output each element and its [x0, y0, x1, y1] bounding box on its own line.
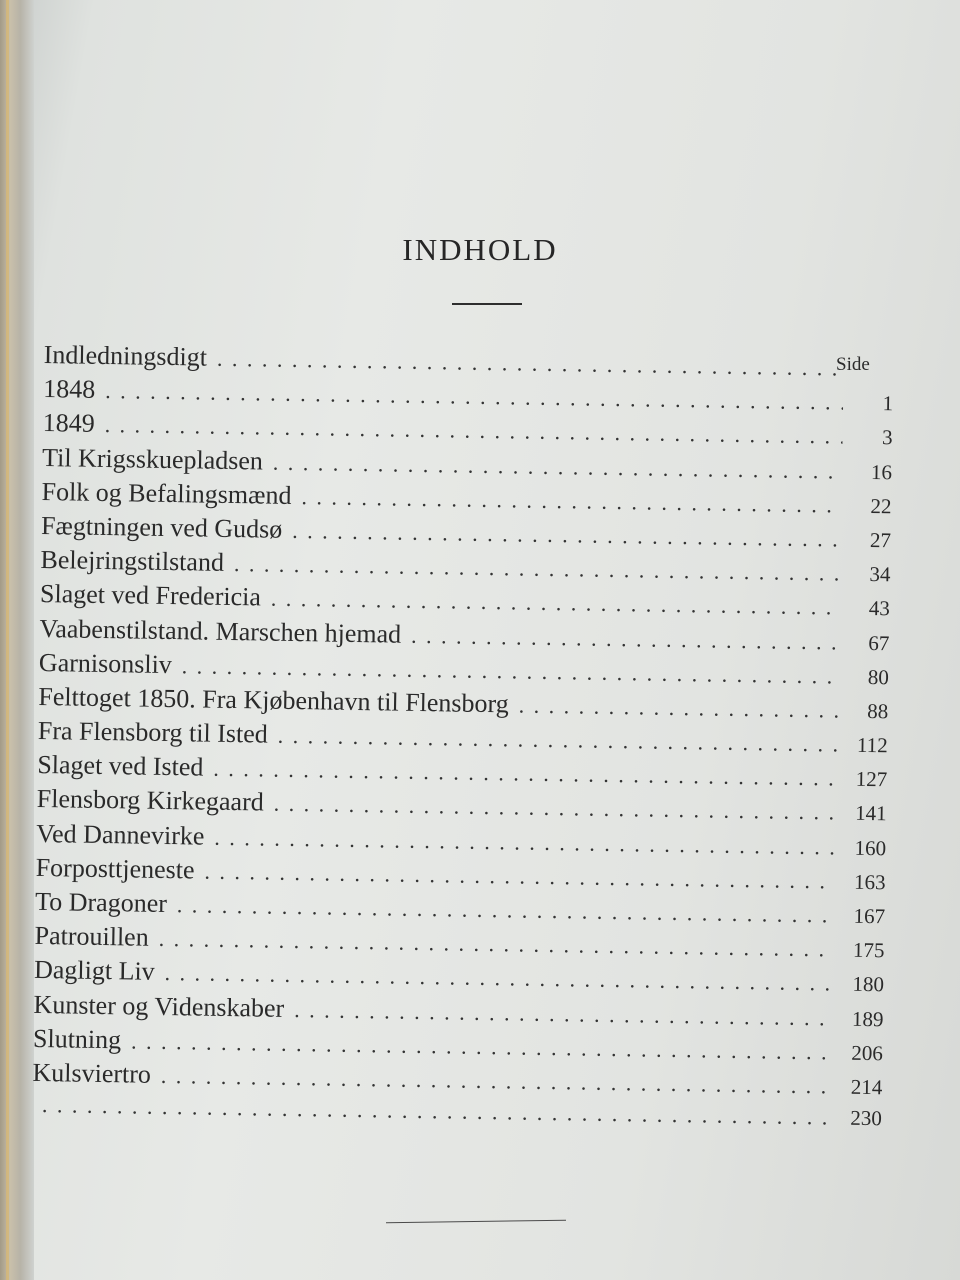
toc-entry-title: Flensborg Kirkegaard	[36, 784, 264, 817]
dot-leader	[294, 997, 834, 1031]
dot-leader	[271, 586, 840, 621]
page-column-label: Side	[836, 354, 870, 375]
dot-leader	[273, 449, 843, 484]
dot-leader	[301, 484, 841, 518]
toc-entry-page: 88	[867, 698, 889, 724]
toc-entry-title: Dagligt Liv	[33, 955, 155, 987]
toc-entry-title: Fægtningen ved Gudsø	[40, 510, 283, 544]
dot-leader	[164, 960, 834, 997]
toc-entry-page: 160	[854, 835, 887, 860]
toc-entry-title: Forposttjeneste	[35, 852, 195, 885]
toc-entry-title: Kulsviertro	[32, 1057, 152, 1089]
dot-leader	[161, 1063, 833, 1100]
toc-entry-title: Patrouillen	[34, 921, 149, 952]
toc-entry-page: 112	[856, 732, 888, 758]
dot-leader	[213, 756, 837, 792]
toc-entry-title: Fra Flensborg til Isted	[37, 716, 268, 749]
toc-entry-title: Folk og Befalingsmænd	[41, 476, 292, 510]
dot-leader	[131, 1028, 833, 1065]
title-rule	[452, 303, 522, 305]
dot-leader	[278, 723, 838, 758]
dot-leader	[411, 622, 840, 655]
toc-entry-page: 34	[869, 562, 891, 587]
toc-entry-title: Slaget ved Isted	[37, 750, 204, 782]
toc-entry-page: 206	[851, 1040, 884, 1066]
toc-entry-title: Garnisonsliv	[38, 647, 173, 679]
dot-leader	[234, 551, 841, 587]
toc-entry-page: 189	[851, 1006, 884, 1031]
toc-entry-page: 214	[850, 1074, 883, 1100]
toc-entry-page: 230	[850, 1105, 883, 1131]
toc-entry-title: Slaget ved Fredericia	[39, 579, 262, 612]
toc-entry-title: 1848	[43, 374, 96, 404]
toc-entry-page	[850, 376, 894, 377]
toc-entry-title: Slutning	[32, 1023, 122, 1055]
table-of-contents	[32, 340, 894, 1140]
toc-entry-page: 16	[870, 459, 893, 484]
toc-entry-page: 180	[852, 972, 885, 997]
dot-leader	[158, 926, 834, 963]
toc-entry-page: 141	[854, 801, 887, 826]
toc-entry-page: 167	[853, 903, 886, 929]
toc-entry-title: Kunster og Videnskaber	[33, 989, 285, 1023]
toc-entry-title: Ved Dannevirke	[36, 818, 205, 851]
toc-entry-title: Felttoget 1850. Fra Kjøbenhavn til Flensborg	[38, 681, 509, 719]
toc-entry-title: 1849	[42, 408, 95, 439]
dot-leader	[292, 518, 841, 553]
toc-entry-page: 127	[855, 767, 888, 792]
page-title: INDHOLD	[402, 232, 558, 267]
dot-leader	[182, 653, 839, 689]
toc-entry-page: 163	[853, 869, 886, 895]
toc-entry-title: Vaabenstilstand. Marschen hjemad	[39, 613, 402, 649]
toc-entry-title: Belejringstilstand	[40, 545, 225, 577]
toc-entry-page: 80	[867, 664, 889, 689]
toc-entry-title: Indledningsdigt	[43, 340, 208, 372]
dot-leader	[217, 346, 844, 382]
toc-entry-title: To Dragoner	[34, 886, 168, 918]
toc-entry-page: 43	[868, 596, 891, 621]
toc-entry-page: 3	[881, 425, 893, 450]
toc-entry-page: 1	[882, 391, 894, 416]
book-binding-edge	[0, 0, 34, 1280]
dot-leader	[274, 791, 837, 826]
dot-leader	[214, 824, 836, 860]
bottom-rule	[386, 1220, 566, 1224]
dot-leader	[518, 692, 838, 723]
toc-entry-page: 175	[852, 937, 885, 963]
toc-entry-page: 67	[868, 630, 890, 655]
dot-leader	[177, 892, 836, 928]
toc-entry-page: 27	[869, 527, 892, 553]
dot-leader	[204, 858, 835, 894]
toc-entry-page: 22	[870, 493, 892, 519]
toc-entry-title: Til Krigsskuepladsen	[41, 442, 264, 476]
